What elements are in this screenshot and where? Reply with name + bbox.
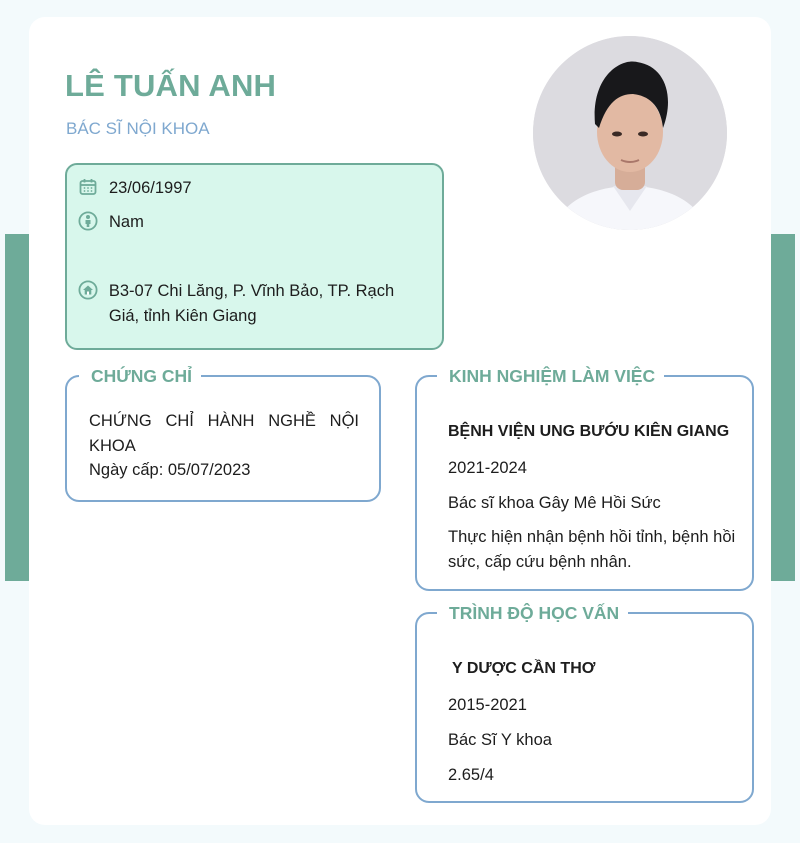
home-icon — [77, 279, 99, 301]
certificate-name: CHỨNG CHỈ HÀNH NGHỀ NỘI KHOA — [89, 412, 359, 455]
education-school: Y DƯỢC CẦN THƠ — [452, 660, 596, 677]
education-section — [415, 603, 754, 803]
personal-info-box — [65, 163, 444, 350]
experience-period: 2021-2024 — [448, 459, 527, 477]
address-value: B3-07 Chi Lăng, P. Vĩnh Bảo, TP. Rạch Giá, tỉnh Kiên Giang — [108, 282, 395, 325]
profile-title: BÁC SĨ NỘI KHOA — [66, 119, 210, 138]
experience-section — [415, 366, 754, 591]
education-gpa: 2.65/4 — [448, 766, 494, 784]
calendar-icon — [77, 176, 99, 198]
person-icon — [77, 210, 99, 232]
info-gender-row — [77, 210, 144, 235]
info-address-row — [77, 279, 407, 329]
avatar — [533, 36, 727, 230]
certificate-issued: Ngày cấp: 05/07/2023 — [89, 461, 251, 479]
education-period: 2015-2021 — [448, 696, 527, 714]
experience-desc: Thực hiện nhận bệnh hồi tỉnh, bệnh hồi sức, cấp cứu bệnh nhân. — [448, 528, 736, 571]
dob-value: 23/06/1997 — [109, 179, 192, 197]
experience-role: Bác sĩ khoa Gây Mê Hồi Sức — [448, 494, 661, 512]
education-degree: Bác Sĩ Y khoa — [448, 731, 552, 749]
experience-heading: KINH NGHIỆM LÀM VIỆC — [437, 365, 664, 387]
education-heading: TRÌNH ĐỘ HỌC VẤN — [437, 602, 628, 624]
experience-org: BỆNH VIỆN UNG BƯỚU KIÊN GIANG — [448, 423, 730, 440]
gender-value: Nam — [109, 213, 144, 231]
profile-name: LÊ TUẤN ANH — [65, 68, 277, 103]
certificate-section — [65, 366, 381, 502]
info-dob-row — [77, 176, 192, 201]
certificate-heading: CHỨNG CHỈ — [79, 365, 201, 387]
